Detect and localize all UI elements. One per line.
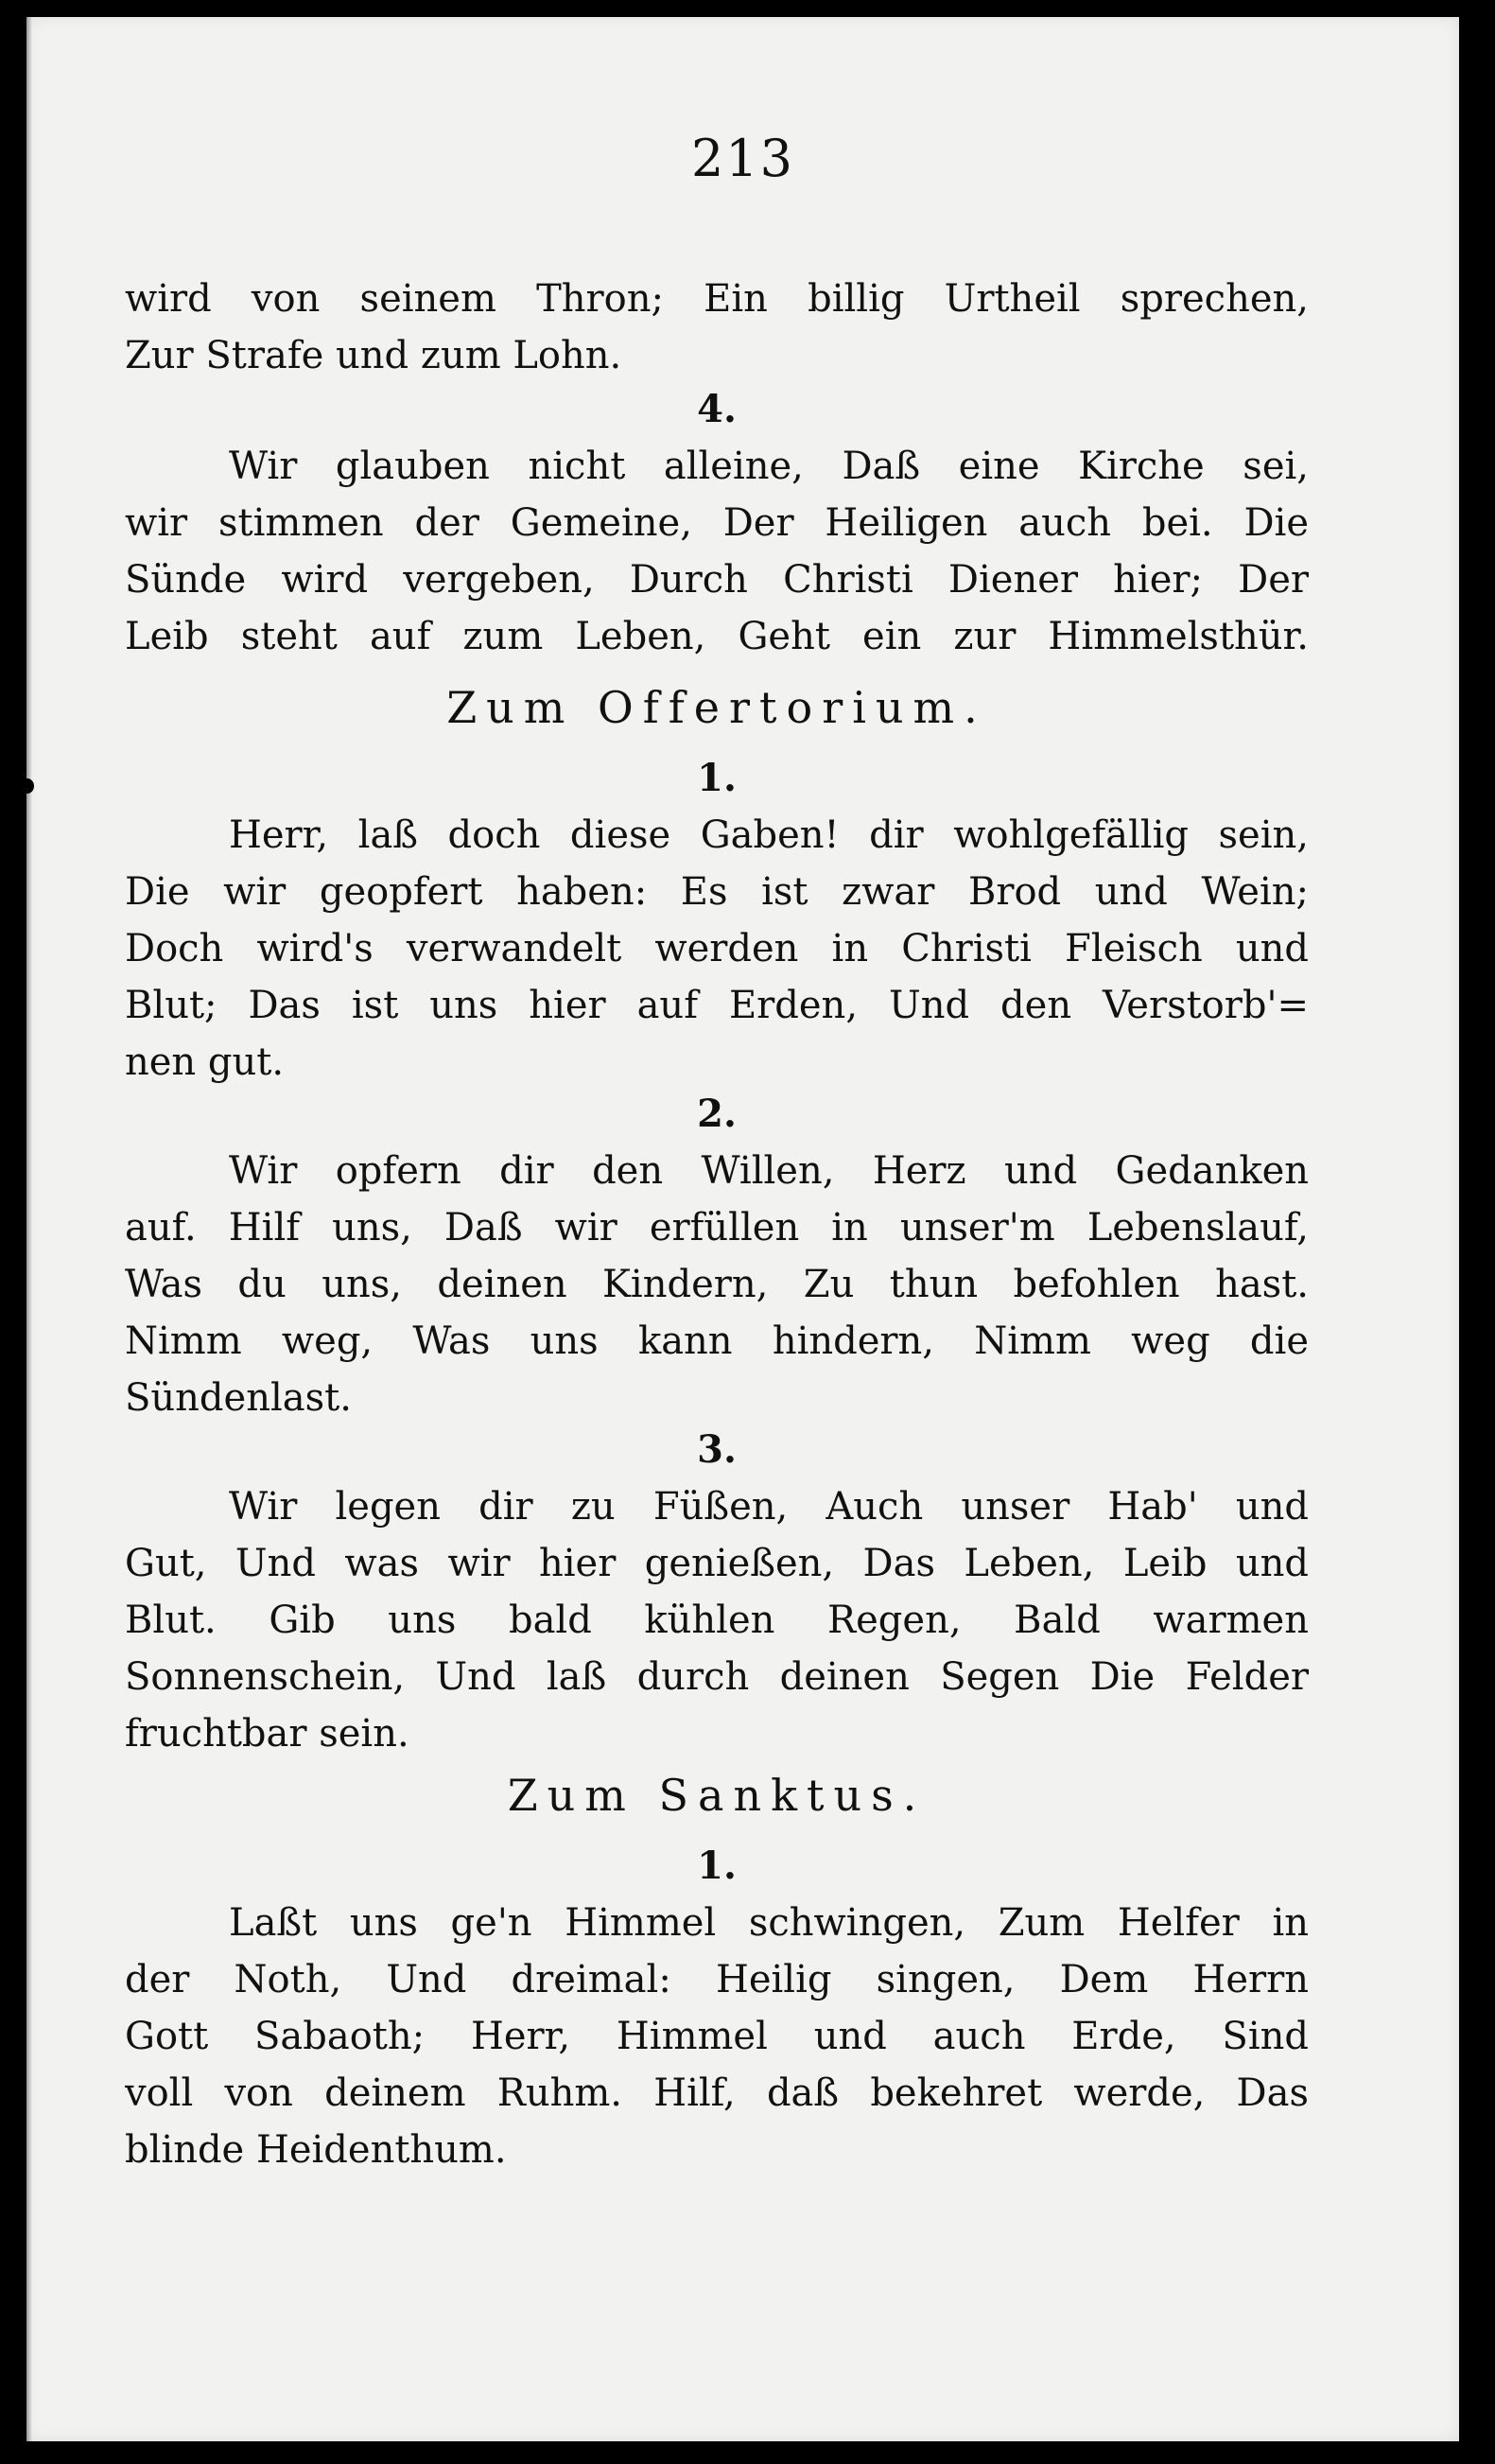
text-line: voll von deinem Ruhm. Hilf, daß bekehret werde, Das (125, 2071, 1309, 2115)
binding-mark (26, 778, 34, 794)
text-line: Gott Sabaoth; Herr, Himmel und auch Erde, Sind (125, 2015, 1309, 2058)
intro-block (125, 271, 1309, 384)
stanza-number: 1. (697, 756, 737, 800)
text-line: Was du uns, deinen Kindern, Zu thun befohlen hast. (125, 1263, 1309, 1306)
text-line: Blut; Das ist uns hier auf Erden, Und den Verstorb'= (125, 984, 1309, 1027)
stanza-number: 1. (697, 1844, 737, 1888)
text-line: Sonnenschein, Und laß durch deinen Segen Die Felder (125, 1655, 1309, 1699)
text-line: Zur Strafe und zum Lohn. (125, 334, 622, 377)
text-line: Die wir geopfert haben: Es ist zwar Brod und Wein; (125, 870, 1309, 914)
text-line: Sündenlast. (125, 1376, 352, 1420)
text-line: Gut, Und was wir hier genießen, Das Leben, Leib und (125, 1542, 1309, 1585)
text-line: Sünde wird vergeben, Durch Christi Diener hier; Der (125, 558, 1309, 602)
text-line: Wir opfern dir den Willen, Herz und Gedanken (229, 1149, 1309, 1193)
offertorium-stanza-3 (125, 1422, 1309, 1762)
sanktus-section (125, 1757, 1309, 1833)
text-line: Doch wird's verwandelt werden in Christi Fleisch und (125, 927, 1309, 970)
text-line: nen gut. (125, 1040, 285, 1084)
offertorium-section (125, 670, 1309, 745)
text-line: Wir glauben nicht alleine, Daß eine Kirche sei, (229, 445, 1309, 488)
section-heading: Zum Offertorium. (446, 682, 987, 733)
text-line: Herr, laß doch diese Gaben! dir wohlgefällig sein, (229, 813, 1309, 857)
text-line: der Noth, Und dreimal: Heilig singen, Dem Herrn (125, 1958, 1309, 2001)
stanza-number: 2. (697, 1092, 737, 1136)
text-line: wird von seinem Thron; Ein billig Urtheil sprechen, (125, 277, 1309, 321)
text-line: auf. Hilf uns, Daß wir erfüllen in unser'm Lebenslauf, (125, 1206, 1309, 1249)
stanza-4 (125, 381, 1309, 665)
text-line: blinde Heidenthum. (125, 2128, 507, 2172)
text-line: Nimm weg, Was uns kann hindern, Nimm weg die (125, 1319, 1309, 1363)
stanza-number: 3. (697, 1427, 737, 1472)
offertorium-stanza-1 (125, 750, 1309, 1091)
offertorium-stanza-2 (125, 1086, 1309, 1426)
section-heading: Zum Sanktus. (507, 1770, 927, 1821)
book-page (26, 17, 1459, 2441)
text-line: Wir legen dir zu Füßen, Auch unser Hab' und (229, 1485, 1309, 1529)
text-line: Leib steht auf zum Leben, Geht ein zur Himmelsthür. (125, 615, 1309, 658)
text-line: wir stimmen der Gemeine, Der Heiligen auch bei. Die (125, 501, 1309, 545)
page-number: 213 (690, 129, 795, 188)
text-line: fruchtbar sein. (125, 1712, 409, 1756)
text-line: Laßt uns ge'n Himmel schwingen, Zum Helfer in (229, 1901, 1309, 1945)
stanza-number: 4. (697, 387, 737, 431)
text-line: Blut. Gib uns bald kühlen Regen, Bald warmen (125, 1599, 1309, 1642)
sanktus-stanza-1 (125, 1838, 1309, 2178)
